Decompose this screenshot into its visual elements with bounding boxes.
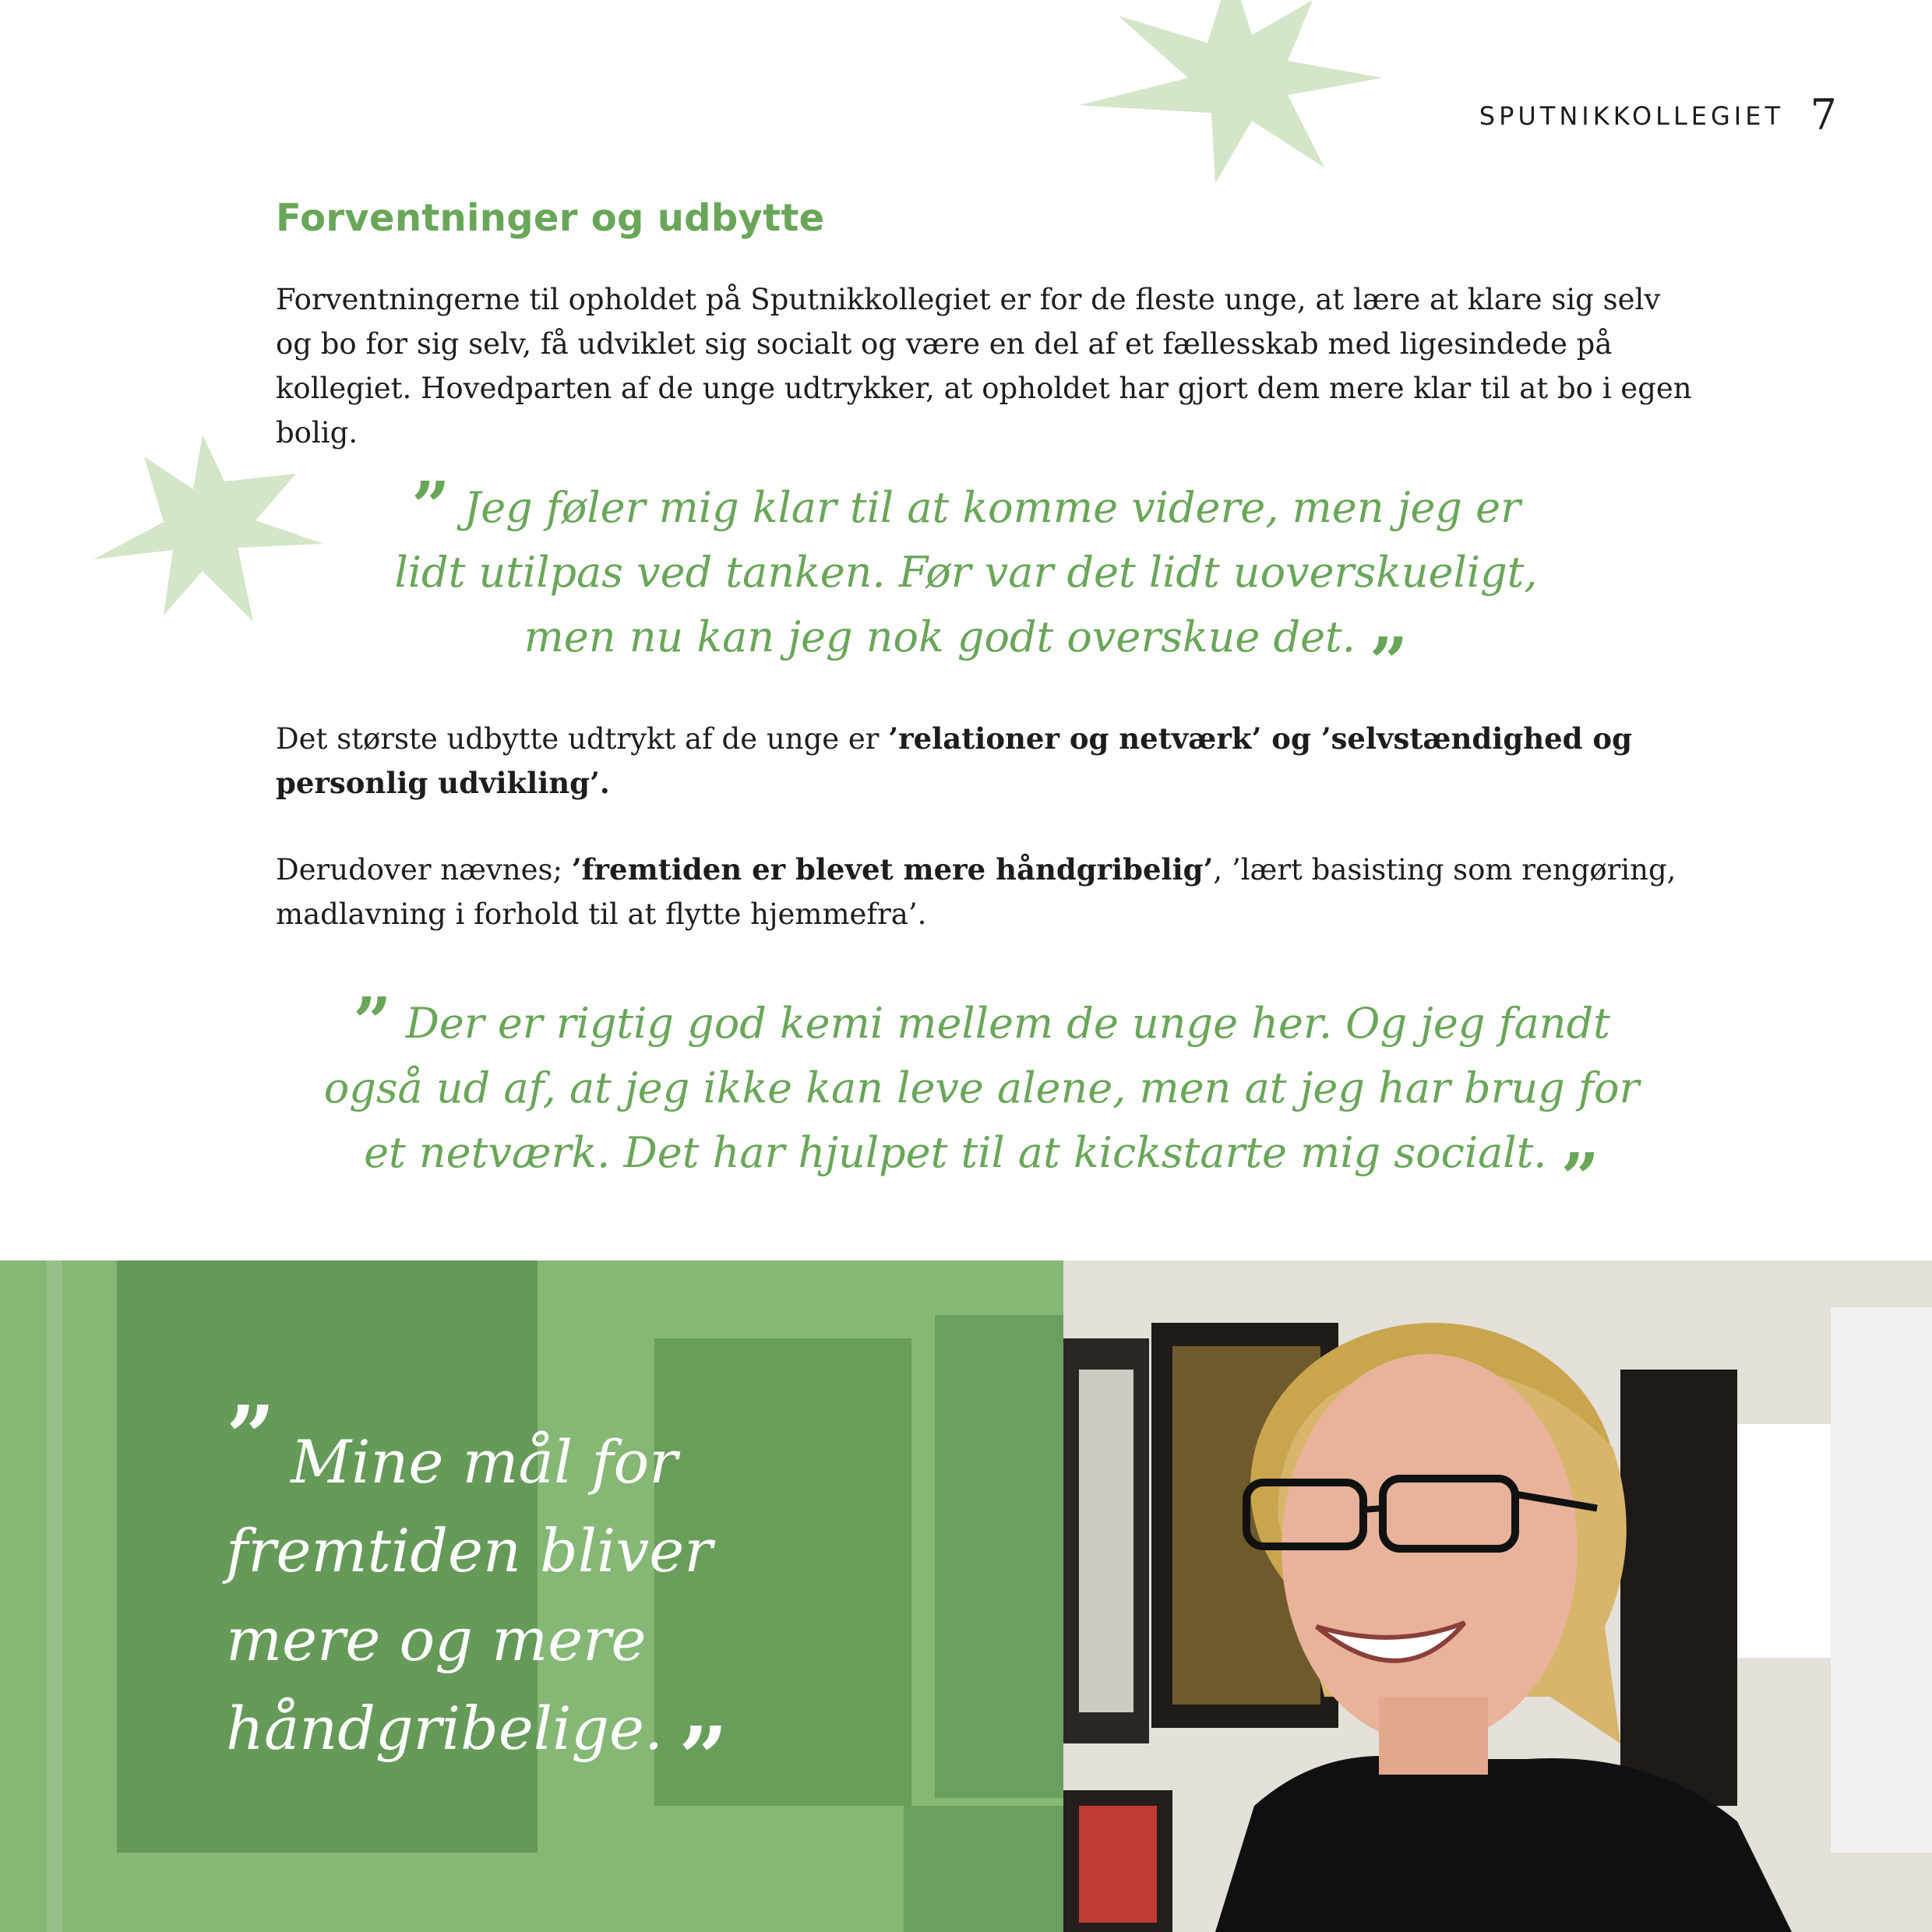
intro-paragraph: Forventningerne til opholdet på Sputnikkollegiet er for de fleste unge, at lære at klare sig selv og bo for sig selv, få udviklet sig socialt og være en del af et fællesskab med ligesindede på kollegiet. Hovedparten af de unge udtrykker, at opholdet har gjort dem mere klar til at bo i egen bolig. [276, 283, 1692, 450]
quote-open-mark: ” [353, 983, 392, 1062]
quote-open-mark: ” [411, 467, 450, 546]
star-decoration-left [93, 435, 327, 626]
benefit-paragraph [276, 717, 1694, 806]
pull-quote-1 [390, 467, 1542, 702]
photo-overlay-quote-text: Mine mål for fremtiden bliver mere og mere håndgribelige. [226, 1427, 713, 1763]
quote-open-mark: ” [226, 1387, 276, 1487]
photo-overlay-quote [226, 1387, 865, 1808]
pull-quote-2 [304, 983, 1659, 1218]
additional-paragraph-emphasis: ’fremtiden er blevet mere håndgribelig’ [571, 852, 1214, 887]
pull-quote-1-text: Jeg føler mig klar til at komme videre, men jeg er lidt utilpas ved tanken. Før var det lidt uoverskueligt, men nu kan jeg nok godt overskue det. [394, 483, 1538, 661]
benefit-paragraph-lead: Det største udbytte udtrykt af de unge er [276, 722, 889, 756]
page-number: 7 [1810, 90, 1837, 139]
quote-close-mark: ” [679, 1708, 728, 1808]
photo-panel [0, 1260, 1932, 1932]
additional-paragraph-tail: , ’lært basisting som rengøring, madlavning i forhold til at flytte hjemmefra’. [276, 853, 1676, 931]
additional-paragraph [276, 848, 1694, 936]
benefit-paragraph-emphasis: ’relationer og netværk’ og ’selvstændighed og personlig udvikling’. [276, 721, 1632, 800]
running-head [0, 92, 1932, 139]
quote-close-mark: ” [1369, 623, 1408, 702]
running-title: SPUTNIKKOLLEGIET [1479, 101, 1784, 131]
section-heading: Forventninger og udbytte [276, 196, 825, 240]
additional-paragraph-lead: Derudover nævnes; [276, 853, 572, 887]
pull-quote-2-text: Der er rigtig god kemi mellem de unge her. Og jeg fandt også ud af, at jeg ikke kan leve alene, men at jeg har brug for et netværk. Det har hjulpet til at kickstarte mig socialt. [323, 999, 1640, 1177]
quote-close-mark: ” [1560, 1139, 1599, 1218]
